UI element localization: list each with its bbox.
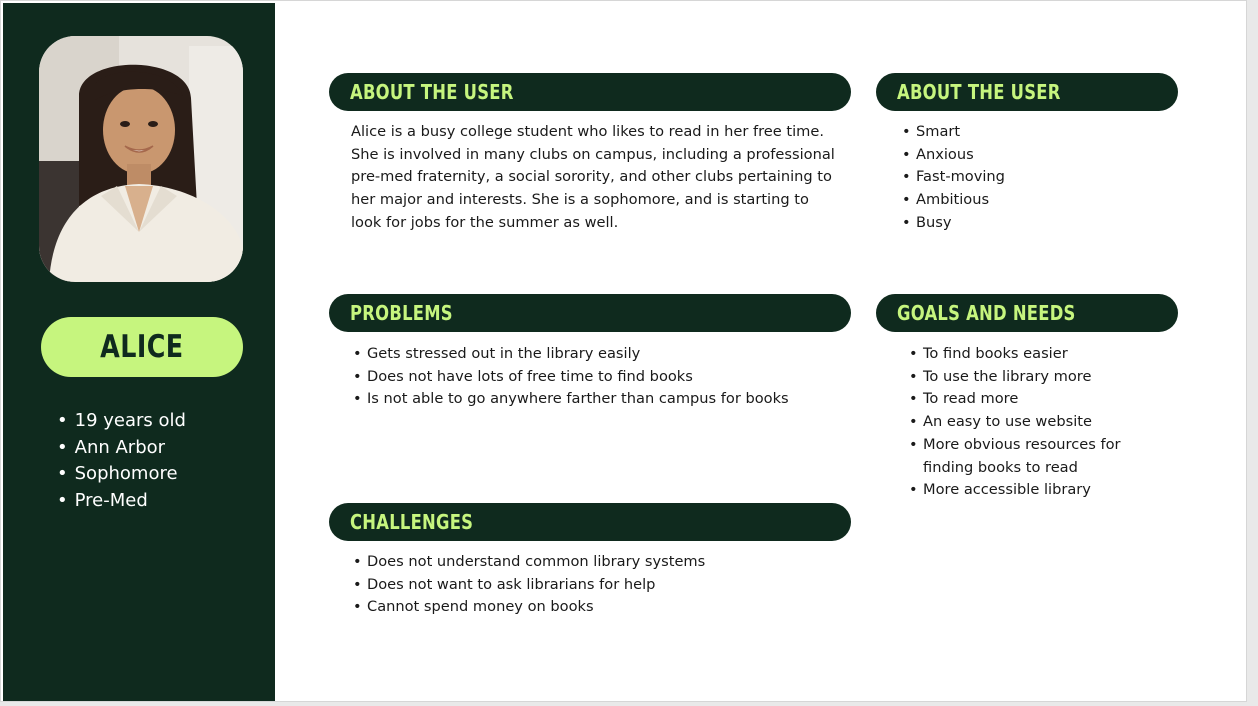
list-item: • Does not understand common library systems (352, 551, 705, 574)
problems-header (329, 294, 851, 332)
persona-facts-list (57, 408, 186, 515)
persona-name: ALICE (100, 329, 184, 365)
user-portrait-icon (39, 36, 243, 282)
problems-title: PROBLEMS (350, 301, 453, 325)
list-item: • Fast-moving (901, 166, 1005, 189)
list-item: • Does not have lots of free time to find books (352, 366, 789, 389)
list-item: • An easy to use website (908, 411, 1148, 434)
problems-list (352, 343, 789, 411)
persona-sidebar (3, 3, 275, 702)
about-user-header (329, 73, 851, 111)
list-item: • Gets stressed out in the library easily (352, 343, 789, 366)
goals-title: GOALS AND NEEDS (897, 301, 1076, 325)
traits-header (876, 73, 1178, 111)
goals-header (876, 294, 1178, 332)
persona-name-badge (41, 317, 243, 377)
list-item: • Busy (901, 212, 1005, 235)
list-item: • More obvious resources for finding books to read (908, 434, 1148, 479)
traits-title: ABOUT THE USER (897, 80, 1061, 104)
challenges-title: CHALLENGES (350, 510, 474, 534)
about-user-text: Alice is a busy college student who likes to read in her free time. She is involved in many clubs on campus, including a professional pre-med fraternity, a social sorority, and other clubs pertaining to her major and interests. She is a sophomore, and is starting to look for jobs for the summer as well. (351, 123, 835, 231)
traits-list (901, 121, 1005, 235)
fact-age: • 19 years old (57, 408, 186, 435)
list-item: • To find books easier (908, 343, 1148, 366)
list-item: • To use the library more (908, 366, 1148, 389)
persona-photo (39, 36, 243, 282)
list-item: • To read more (908, 388, 1148, 411)
fact-location: • Ann Arbor (57, 435, 186, 462)
fact-major: • Pre-Med (57, 488, 186, 515)
list-item: • Smart (901, 121, 1005, 144)
goals-list (908, 343, 1148, 502)
list-item: • Anxious (901, 144, 1005, 167)
list-item: • Ambitious (901, 189, 1005, 212)
fact-year: • Sophomore (57, 461, 186, 488)
list-item: • More accessible library (908, 479, 1148, 502)
list-item: • Is not able to go anywhere farther than campus for books (352, 388, 789, 411)
list-item: • Does not want to ask librarians for help (352, 574, 705, 597)
challenges-list (352, 551, 705, 619)
challenges-header (329, 503, 851, 541)
list-item: • Cannot spend money on books (352, 596, 705, 619)
about-user-title: ABOUT THE USER (350, 80, 514, 104)
